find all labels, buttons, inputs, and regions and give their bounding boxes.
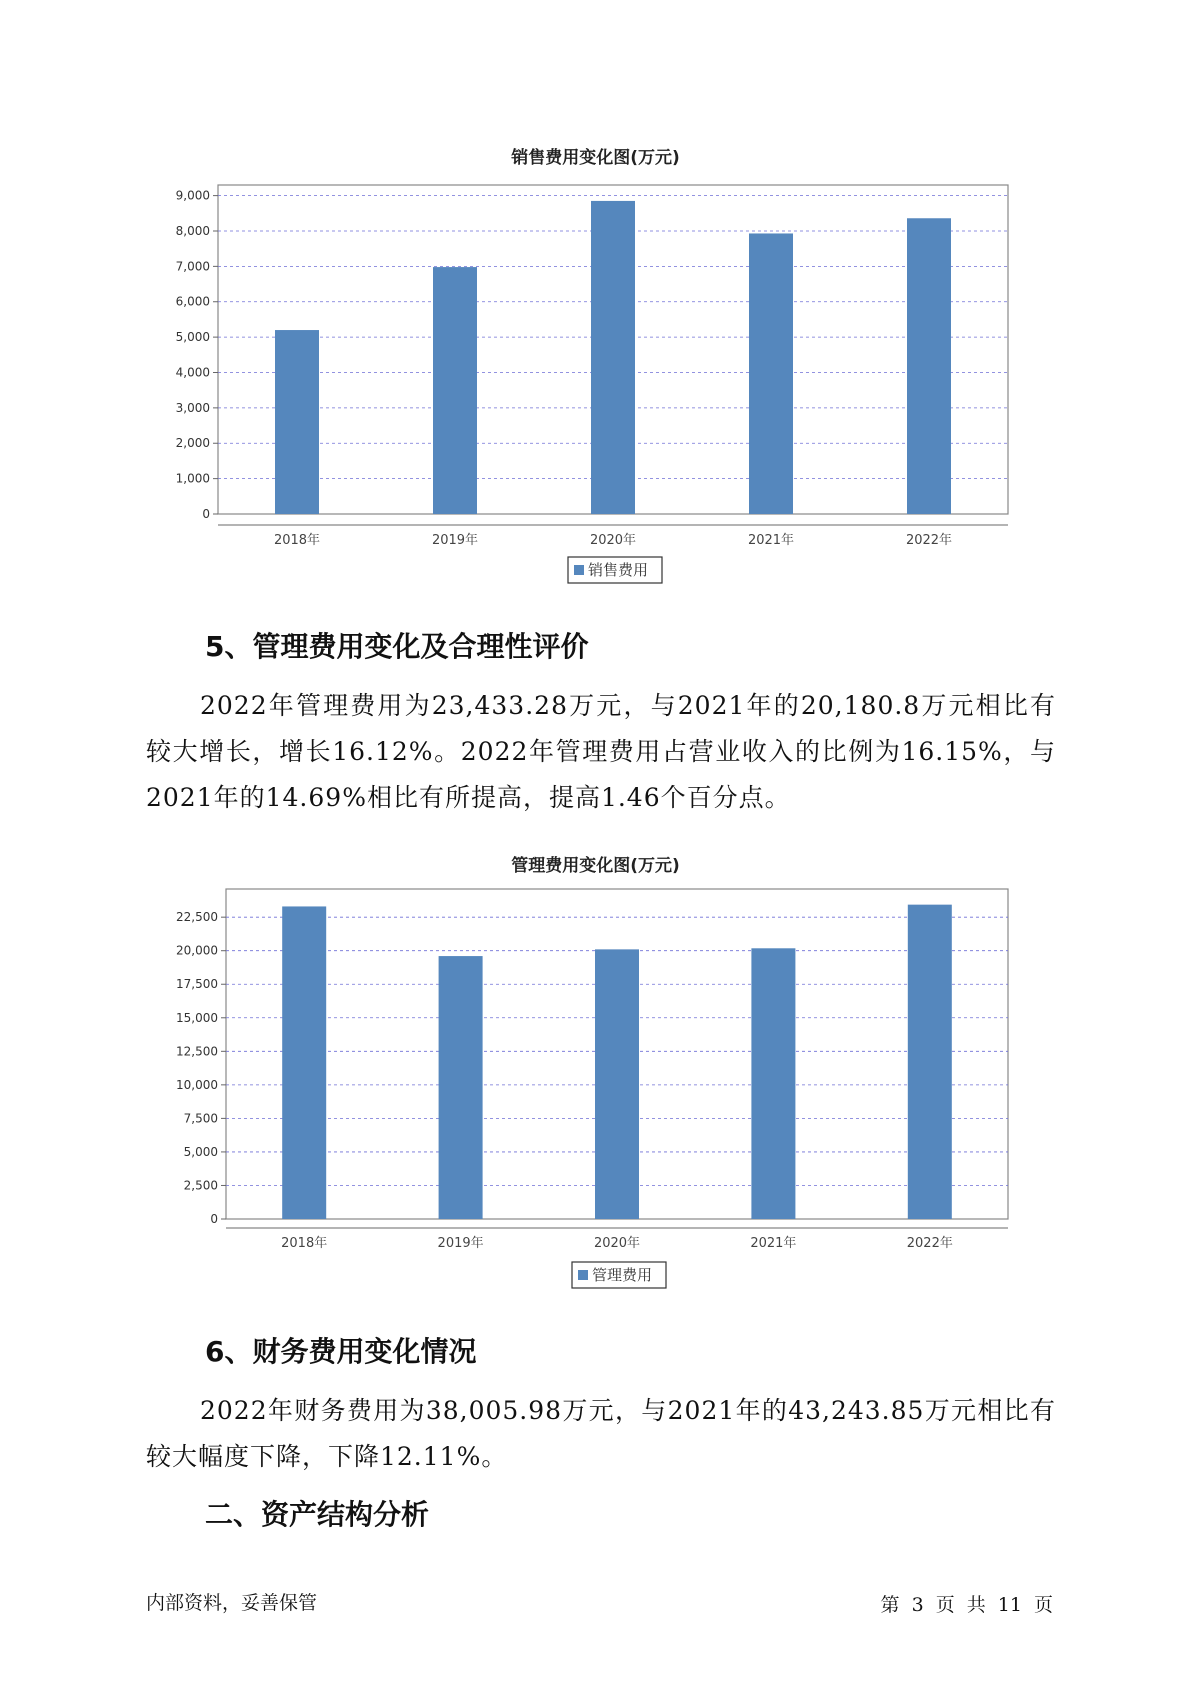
y-tick-label: 9,000: [175, 188, 210, 203]
bar: [908, 905, 952, 1219]
section-5-paragraph: 2022年管理费用为23,433.28万元，与2021年的20,180.8万元相比有较大增长，增长16.12%。2022年管理费用占营业收入的比例为16.15%，与2021年的14.69%相比有所提高，提高1.46个百分点。: [146, 691, 1056, 812]
footer-confidential-note: 内部资料，妥善保管: [146, 1592, 318, 1614]
chart-title-sales: 销售费用变化图(万元): [511, 148, 680, 168]
section-2-heading: 二、资产结构分析: [205, 1498, 430, 1531]
y-tick-label: 12,500: [176, 1044, 218, 1059]
y-tick-label: 1,000: [175, 471, 210, 486]
x-tick-label: 2018年: [273, 533, 321, 548]
y-tick-label: 15,000: [176, 1010, 218, 1025]
y-tick-label: 2,000: [175, 436, 210, 451]
y-tick-label: 10,000: [176, 1077, 218, 1092]
section-6-heading: 6、财务费用变化情况: [205, 1335, 477, 1368]
y-tick-label: 0: [202, 507, 210, 521]
bar: [439, 956, 483, 1219]
y-tick-label: 5,000: [183, 1144, 218, 1159]
x-tick-label: 2019年: [431, 533, 479, 548]
y-tick-label: 0: [210, 1212, 218, 1226]
y-tick-label: 4,000: [175, 365, 210, 380]
x-tick-label: 2021年: [750, 1236, 797, 1251]
section-5-heading: 5、管理费用变化及合理性评价: [205, 630, 589, 663]
bar: [595, 949, 639, 1219]
section-6-paragraph: 2022年财务费用为38,005.98万元，与2021年的43,243.85万元相比有较大幅度下降，下降12.11%。: [146, 1396, 1056, 1471]
bar: [751, 948, 795, 1219]
y-tick-label: 7,000: [175, 259, 210, 274]
legend-label: 销售费用: [588, 561, 649, 579]
x-tick-label: 2021年: [747, 533, 795, 548]
y-tick-label: 2,500: [183, 1178, 218, 1193]
y-tick-label: 5,000: [175, 330, 210, 345]
y-tick-label: 22,500: [176, 910, 218, 925]
legend-swatch: [578, 1270, 588, 1280]
y-tick-label: 3,000: [175, 400, 210, 415]
x-tick-label: 2020年: [593, 1236, 641, 1251]
y-tick-label: 17,500: [176, 977, 218, 992]
y-tick-label: 6,000: [175, 294, 210, 309]
legend-label: 管理费用: [592, 1266, 653, 1284]
x-tick-label: 2020年: [589, 533, 637, 548]
x-tick-label: 2022年: [905, 533, 953, 548]
chart-title-admin: 管理费用变化图(万元): [511, 856, 680, 876]
x-tick-label: 2019年: [437, 1236, 484, 1251]
y-tick-label: 7,500: [183, 1111, 218, 1126]
x-tick-label: 2022年: [906, 1236, 953, 1251]
bar: [282, 906, 326, 1219]
y-tick-label: 8,000: [175, 223, 210, 238]
x-tick-label: 2018年: [281, 1236, 328, 1251]
y-tick-label: 20,000: [176, 943, 218, 958]
footer-page-number: 第 3 页 共 11 页: [880, 1594, 1053, 1616]
